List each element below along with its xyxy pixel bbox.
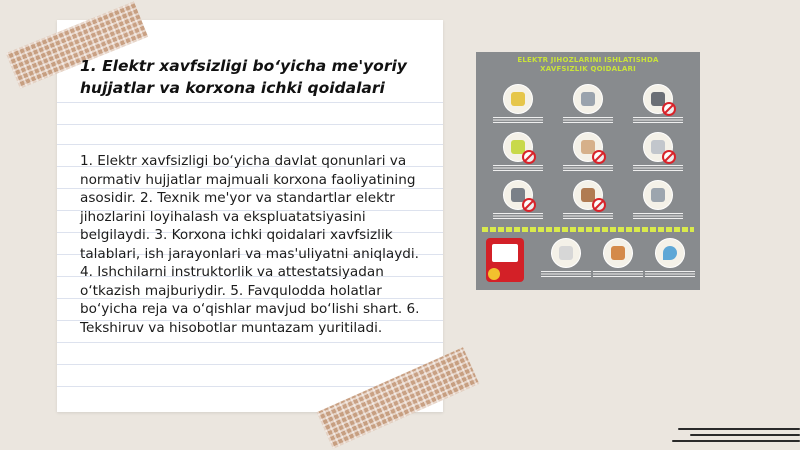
unplug-icon bbox=[551, 238, 581, 268]
slide-body-text: 1. Elektr xavfsizligi bo‘yicha davlat qonunlari va normativ hujjatlar majmuali korxona faoliyatining asosidir. 2. Texnik me'yor va standartlar elektr jihozlarini loyihalash va ekspluatatsiyasini belgilaydi. 3. Korxona ichki qoidalari xavfsizlik talablari, ish jarayonlari va mas'uliyatni aniqlaydi. 4. Ishchilarni instruktorlik va attestatsiyadan o‘tkazish majburiydir. 5. Favqulodda holatlar bo‘yicha reja va o‘qishlar mavjud bo‘lishi shart. 6. Tekshiruv va hisobotlar muntazam yuritiladi. bbox=[80, 153, 420, 336]
poster-caption bbox=[493, 117, 543, 123]
first-aid-icon bbox=[603, 238, 633, 268]
socket-icon bbox=[573, 180, 603, 210]
poster-title bbox=[476, 56, 700, 73]
wet-hand-icon bbox=[573, 132, 603, 162]
paper-rule bbox=[57, 102, 443, 103]
paper-rule bbox=[57, 342, 443, 343]
poster-cell bbox=[490, 84, 546, 123]
prohibition-icon bbox=[522, 150, 536, 164]
poster-cell bbox=[560, 180, 616, 219]
poster-cell bbox=[630, 180, 686, 219]
poster-cell bbox=[590, 238, 646, 277]
cord-pull-icon bbox=[643, 84, 673, 114]
poster-title-line2: XAVFSIZLIK QOIDALARI bbox=[540, 64, 636, 73]
damaged-cable-icon bbox=[503, 180, 533, 210]
poster-cell bbox=[490, 132, 546, 171]
switchboard-icon bbox=[643, 180, 673, 210]
poster-question-line bbox=[482, 227, 694, 232]
emergency-badge-icon bbox=[486, 238, 524, 282]
poster-cell bbox=[538, 238, 594, 277]
decorative-line bbox=[678, 428, 800, 430]
iron-icon bbox=[643, 132, 673, 162]
prohibition-icon bbox=[592, 150, 606, 164]
water-drop-icon bbox=[655, 238, 685, 268]
document-icon bbox=[503, 84, 533, 114]
prohibition-icon bbox=[522, 198, 536, 212]
prohibition-icon bbox=[662, 150, 676, 164]
slide-title: 1. Elektr xavfsizligi bo‘yicha me'yoriy hujjatlar va korxona ichki qoidalari bbox=[80, 57, 407, 97]
poster-caption bbox=[633, 117, 683, 123]
poster-caption bbox=[541, 271, 591, 277]
poster-cell bbox=[630, 132, 686, 171]
poster-caption bbox=[493, 165, 543, 171]
poster-cell bbox=[490, 180, 546, 219]
poster-caption bbox=[593, 271, 643, 277]
poster-cell bbox=[642, 238, 698, 277]
safety-poster-image bbox=[476, 52, 700, 290]
decorative-line bbox=[672, 440, 800, 442]
poster-cell bbox=[560, 132, 616, 171]
poster-title-line1: ELEKTR JIHOZLARINI ISHLATISHDA bbox=[517, 56, 659, 64]
water-bulb-icon bbox=[503, 132, 533, 162]
paper-rule bbox=[57, 364, 443, 365]
poster-caption bbox=[493, 213, 543, 219]
poster-cell bbox=[630, 84, 686, 123]
paper-rule bbox=[57, 144, 443, 145]
hand-plug-icon bbox=[573, 84, 603, 114]
poster-caption bbox=[645, 271, 695, 277]
poster-caption bbox=[563, 165, 613, 171]
prohibition-icon bbox=[592, 198, 606, 212]
poster-caption bbox=[633, 165, 683, 171]
poster-caption bbox=[563, 213, 613, 219]
poster-caption bbox=[563, 117, 613, 123]
poster-cell bbox=[560, 84, 616, 123]
decorative-line bbox=[690, 434, 800, 436]
prohibition-icon bbox=[662, 102, 676, 116]
poster-caption bbox=[633, 213, 683, 219]
paper-rule bbox=[57, 124, 443, 125]
